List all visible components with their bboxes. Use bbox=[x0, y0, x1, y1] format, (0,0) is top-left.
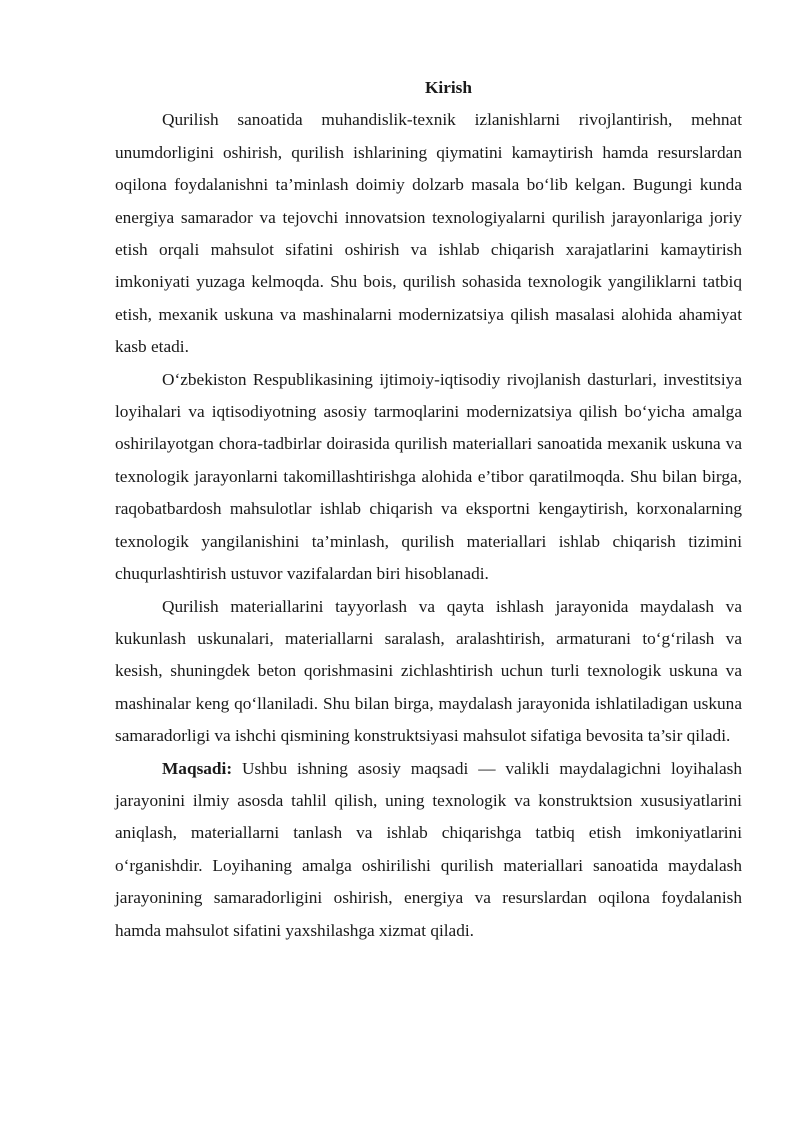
paragraph-goal bbox=[115, 753, 742, 947]
section-title: Kirish bbox=[424, 78, 473, 97]
goal-text: Ushbu ishning asosiy maqsadi — valikli maydalagichni loyihalash jarayonini ilmiy asosda tahlil qilish, uning texnologik va konstruktsion xususiyatlarini aniqlash, materiallarni tanlash va ishlab chiqarishga tatbiq etish imkoniyatlarini o‘rganishdir. Loyihaning amalga oshirilishi qurilish materiallari sanoatida maydalash jarayonining samaradorligini oshirish, energiya va resurslardan oqilona foydalanish hamda mahsulot sifatini yaxshilashga xizmat qiladi. bbox=[115, 758, 742, 940]
document-body bbox=[115, 72, 742, 947]
paragraph-equipment: Qurilish materiallarini tayyorlash va qayta ishlash jarayonida maydalash va kukunlash uskunalari, materiallarni saralash, aralashtirish, armaturani to‘g‘rilash va kesish, shuningdek beton qorishmasini zichlashtirish uchun turli texnologik uskuna va mashinalar keng qo‘llaniladi. Shu bilan birga, maydalash jarayonida ishlatiladigan uskuna samaradorligi va ishchi qismining konstruktsiyasi mahsulot sifatiga bevosita ta’sir qiladi. bbox=[115, 596, 742, 746]
paragraph-intro: Qurilish sanoatida muhandislik-texnik izlanishlarni rivojlantirish, mehnat unumdorligini oshirish, qurilish ishlarining qiymatini kamaytirish hamda resurslardan oqilona foydalanishni ta’minlash doimiy dolzarb masala bo‘lib kelgan. Bugungi kunda energiya samarador va tejovchi innovatsion texnologiyalarni qurilish jarayonlariga joriy etish orqali mahsulot sifatini oshirish va ishlab chiqarish xarajatlarini kamaytirish imkoniyati yuzaga kelmoqda. Shu bois, qurilish sohasida texnologik yangiliklarni tatbiq etish, mexanik uskuna va mashinalarni modernizatsiya qilish masalasi alohida ahamiyat kasb etadi. bbox=[115, 110, 742, 357]
paragraph-uzbekistan: O‘zbekiston Respublikasining ijtimoiy-iqtisodiy rivojlanish dasturlari, investitsiya loyihalari va iqtisodiyotning asosiy tarmoqlarini modernizatsiya qilish bo‘yicha amalga oshirilayotgan chora-tadbirlar doirasida qurilish materiallari sanoatida mexanik uskuna va texnologik jarayonlarni takomillashtirishga alohida e’tibor qaratilmoqda. Shu bilan birga, raqobatbardosh mahsulotlar ishlab chiqarish va eksportni kengaytirish, korxonalarning texnologik yangilanishini ta’minlash, qurilish materiallari ishlab chiqarish tizimini chuqurlashtirish ustuvor vazifalardan biri hisoblanadi. bbox=[115, 369, 742, 584]
goal-label: Maqsadi: bbox=[162, 758, 233, 778]
